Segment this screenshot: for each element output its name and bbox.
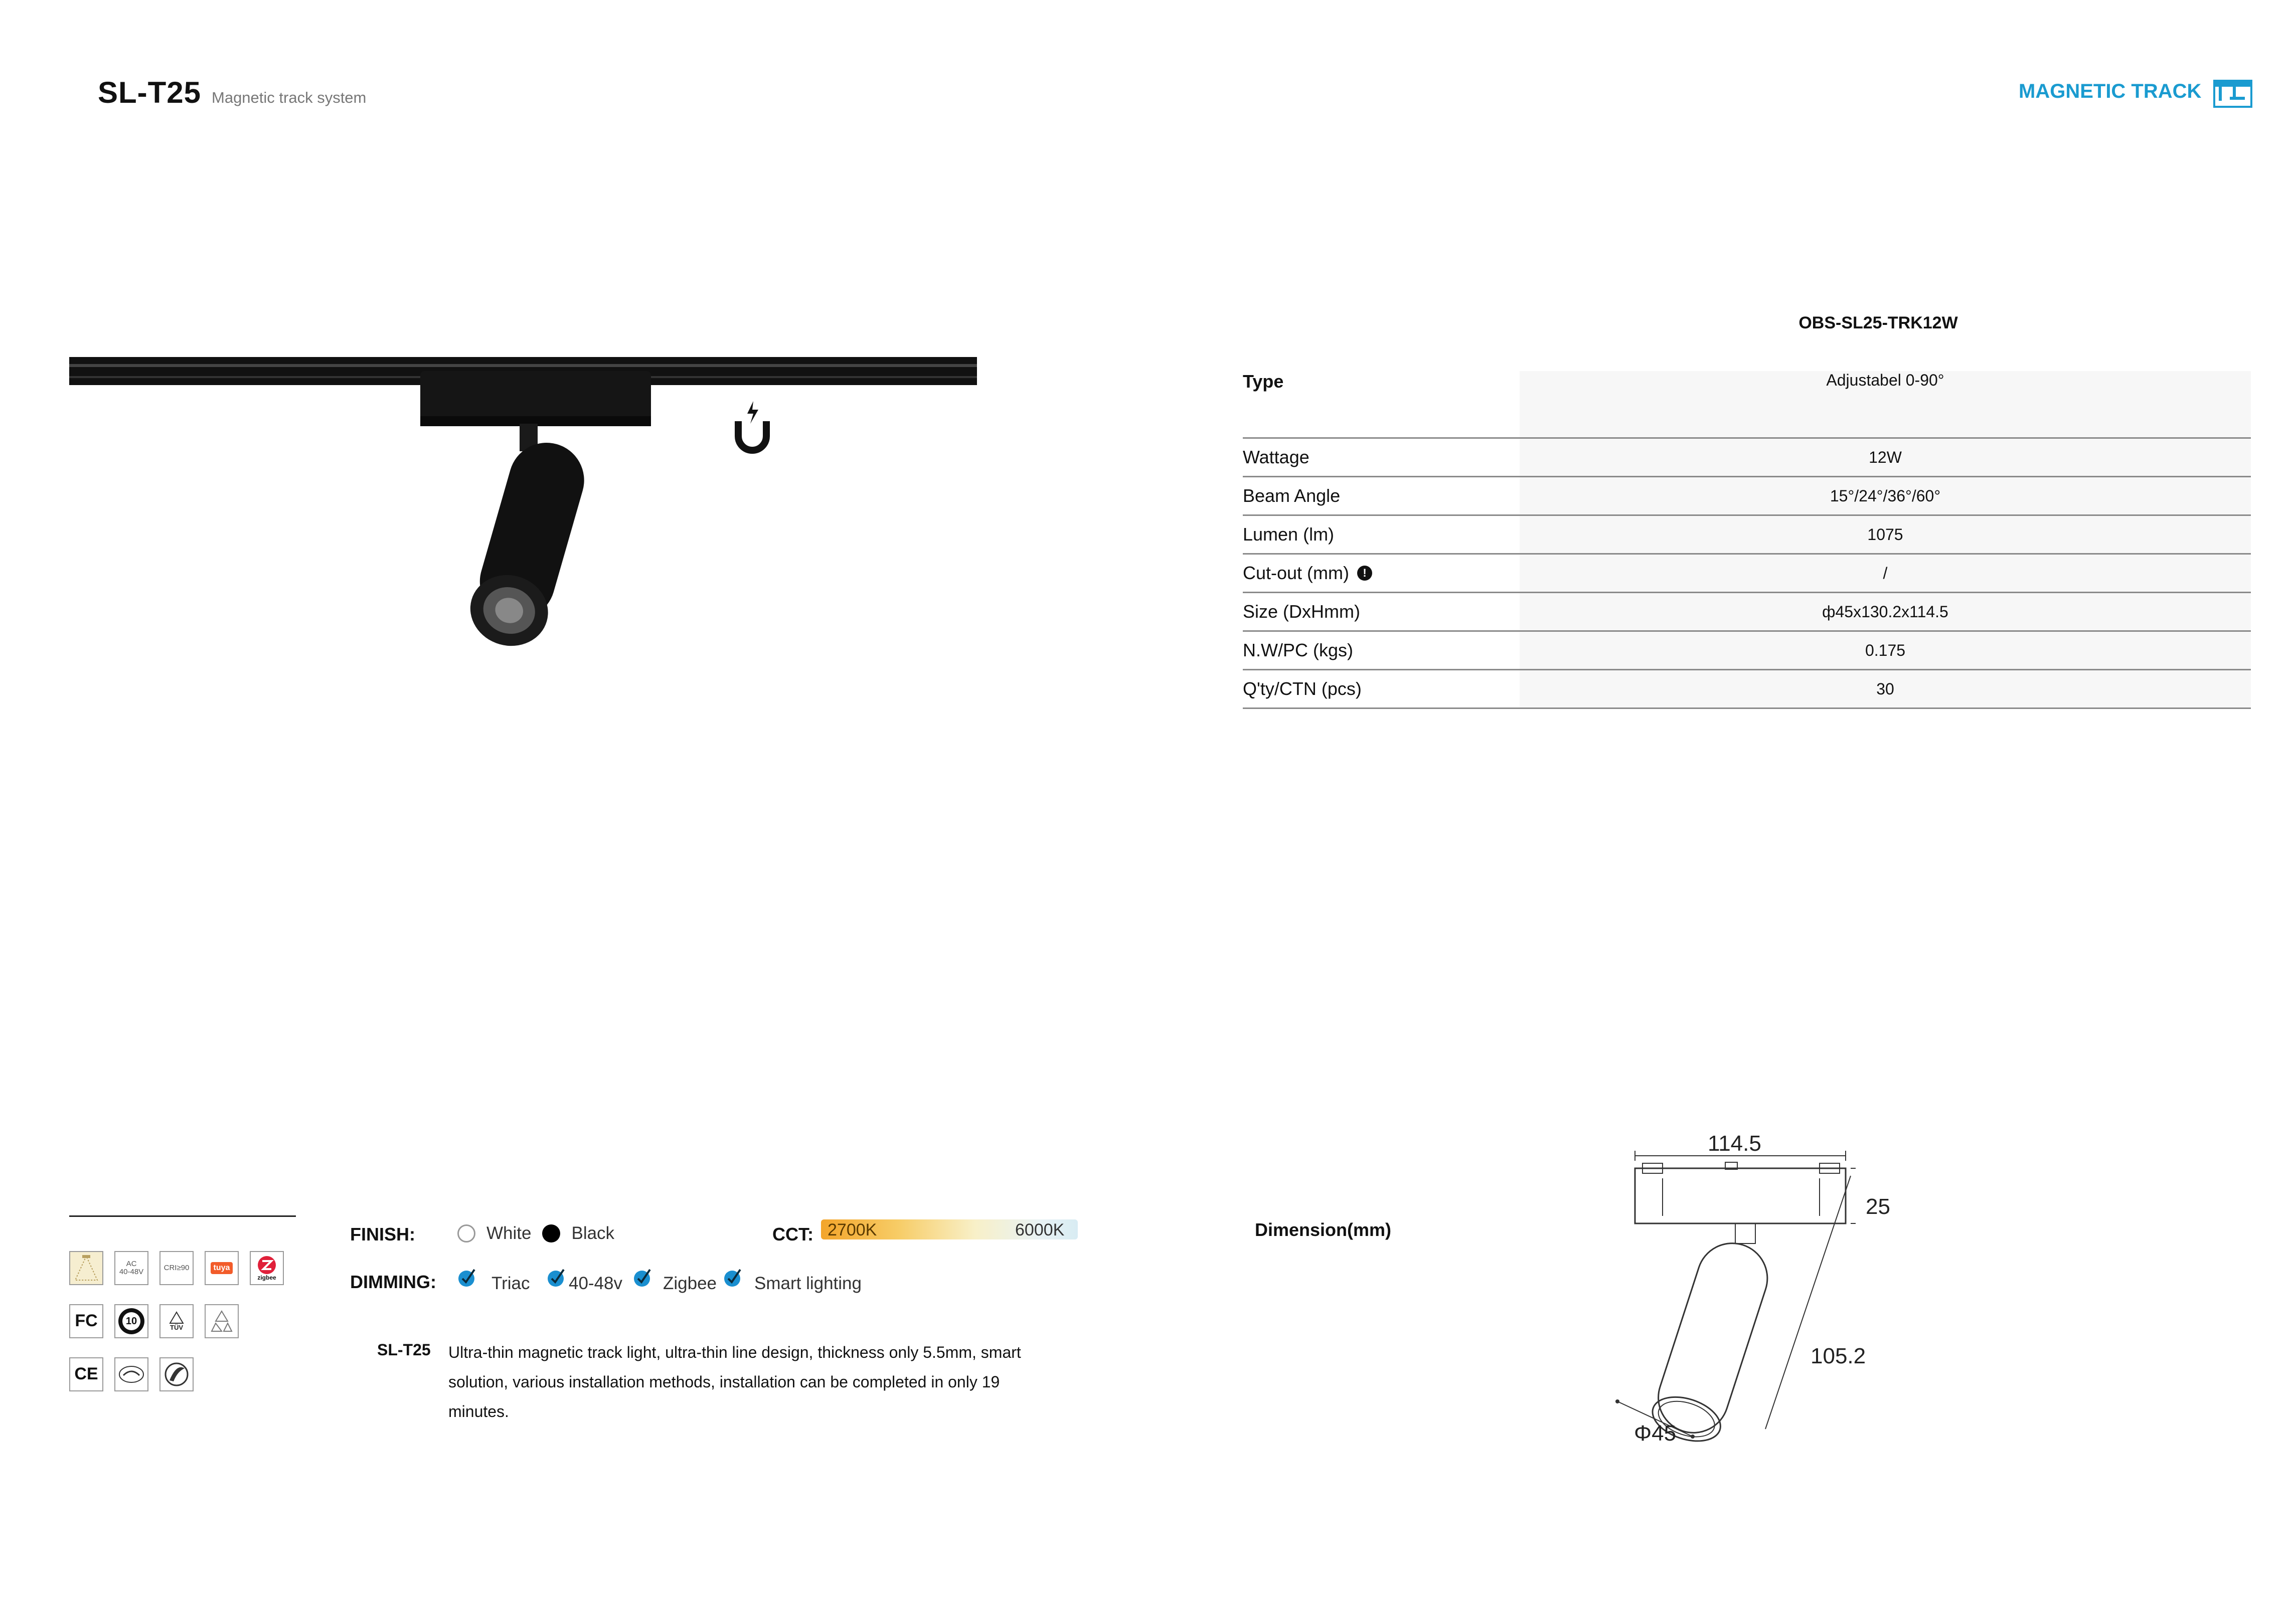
spec-row-weight	[1243, 632, 2251, 670]
tuya-icon: tuya	[205, 1251, 239, 1285]
spec-label: Beam Angle	[1243, 485, 1341, 506]
spec-label: Size (DxHmm)	[1243, 601, 1360, 622]
dimension-width: 114.5	[1708, 1131, 1761, 1156]
product-image	[69, 351, 977, 662]
spec-value: 1075	[1520, 516, 2251, 553]
spec-value: 15°/24°/36°/60°	[1520, 477, 2251, 514]
finish-black-label: Black	[571, 1223, 615, 1243]
spec-value: /	[1520, 555, 2251, 592]
spec-value: 30	[1520, 670, 2251, 707]
zigbee-icon: zigbee	[250, 1251, 284, 1285]
dimming-voltage: 40-48v	[569, 1274, 623, 1293]
spec-table	[1243, 371, 2251, 709]
tuv-icon: TÜV	[159, 1304, 194, 1338]
divider	[69, 1215, 296, 1217]
cct-high: 6000K	[1015, 1220, 1065, 1239]
dimming-label: DIMMING:	[350, 1272, 436, 1292]
dimming-options	[457, 1266, 909, 1296]
warranty-icon: 10	[114, 1304, 148, 1338]
finish-label: FINISH:	[350, 1224, 415, 1245]
finish-white-swatch[interactable]	[457, 1224, 475, 1242]
dimension-height: 25	[1866, 1194, 1890, 1219]
check-icon	[457, 1268, 477, 1288]
fcc-icon: FC	[69, 1304, 103, 1338]
dimension-diameter: Φ45	[1634, 1421, 1677, 1446]
description-text: Ultra-thin magnetic track light, ultra-thin line design, thickness only 5.5mm, smart solution, various installation methods, installation can be completed in only 19 minutes.	[448, 1343, 1021, 1420]
spec-value: Adjustabel 0-90°	[1520, 371, 2251, 437]
spec-label-text: Cut-out (mm)	[1243, 563, 1350, 583]
beam-icon	[69, 1251, 103, 1285]
voltage-icon: AC 40-48V	[114, 1251, 148, 1285]
dimension-label: Dimension(mm)	[1255, 1219, 1392, 1240]
spec-label: Type	[1243, 371, 1284, 392]
cct-label: CCT:	[772, 1224, 813, 1245]
spec-label: Lumen (lm)	[1243, 524, 1335, 545]
check-icon	[547, 1268, 567, 1288]
finish-white-label: White	[486, 1223, 532, 1243]
check-icon	[633, 1268, 653, 1288]
cct-low: 2700K	[828, 1220, 877, 1239]
spec-value: ф45x130.2x114.5	[1520, 593, 2251, 630]
spec-value: 0.175	[1520, 632, 2251, 669]
spec-label: N.W/PC (kgs)	[1243, 640, 1353, 660]
ce-icon: CE	[69, 1357, 103, 1391]
spec-row-wattage	[1243, 439, 2251, 477]
description-label: SL-T25	[377, 1341, 431, 1359]
spec-row-lumen	[1243, 516, 2251, 555]
brand-label: MAGNETIC TRACK	[2019, 80, 2202, 102]
finish-black-swatch[interactable]	[542, 1224, 560, 1242]
model-title: SL-T25	[98, 76, 202, 109]
spec-row-size	[1243, 593, 2251, 632]
rohs-icon	[159, 1357, 194, 1391]
dimming-zigbee: Zigbee	[663, 1274, 717, 1293]
spec-row-type	[1243, 371, 2251, 439]
finish-options	[457, 1223, 614, 1243]
cri-icon: CRI≥90	[159, 1251, 194, 1285]
ip-rating-icon	[114, 1357, 148, 1391]
spec-label	[1243, 555, 1520, 592]
spec-label: Q'ty/CTN (pcs)	[1243, 678, 1362, 699]
track-logo-icon	[2213, 79, 2253, 108]
spec-row-qty	[1243, 670, 2251, 709]
spec-label: Wattage	[1243, 447, 1309, 467]
dimming-triac: Triac	[491, 1274, 530, 1293]
dimming-smart: Smart lighting	[754, 1274, 862, 1293]
product-code: OBS-SL25-TRK12W	[1798, 313, 1958, 332]
dimension-drawing	[1615, 1128, 1896, 1459]
magnet-icon	[732, 399, 772, 454]
recycle-icon	[205, 1304, 239, 1338]
model-subtitle: Magnetic track system	[212, 89, 367, 106]
spec-value: 12W	[1520, 439, 2251, 476]
check-icon	[723, 1268, 743, 1288]
spec-row-cutout	[1243, 555, 2251, 593]
info-icon: !	[1357, 566, 1372, 581]
spec-row-beam-angle	[1243, 477, 2251, 516]
dimension-length: 105.2	[1811, 1344, 1866, 1368]
